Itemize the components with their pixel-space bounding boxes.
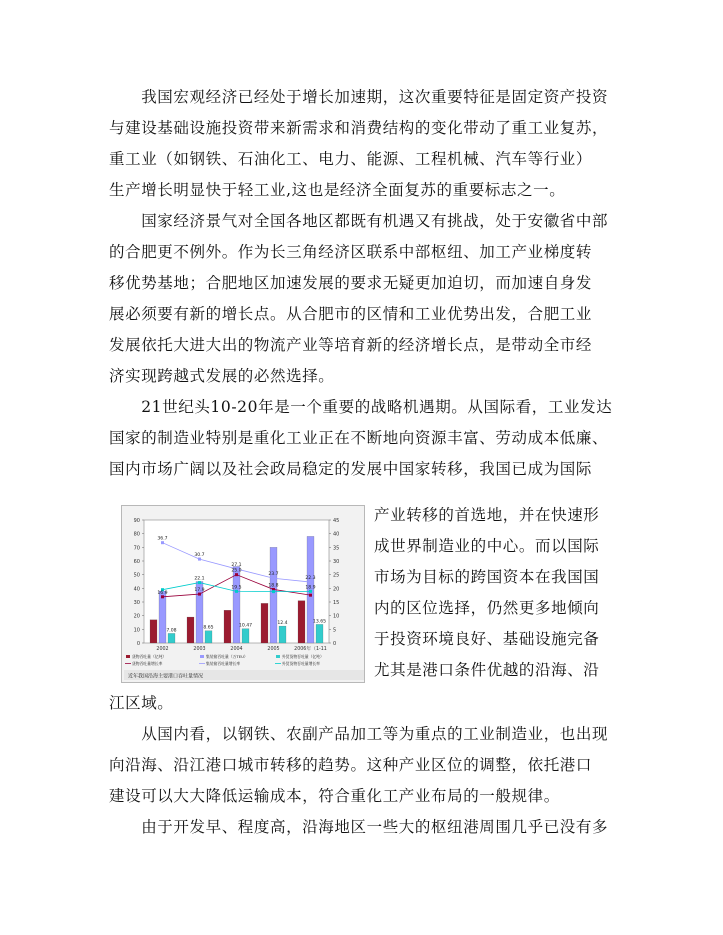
data-label: 36.7: [157, 536, 168, 542]
y-left-tick-label: 40: [133, 586, 140, 593]
legend-label: 货物吞吐量（亿吨）: [132, 654, 167, 659]
text-line: 产业转移的首选地，并在快速形: [374, 506, 600, 524]
figure-caption: 近年我国沿海主要港口吞吐量情况: [128, 673, 204, 680]
y-left-tick-label: 70: [133, 545, 140, 552]
y-left-tick-label: 90: [133, 518, 140, 524]
x-tick-label: 2005: [267, 647, 280, 652]
bar: [168, 633, 175, 643]
y-right-tick-label: 35: [333, 545, 340, 552]
y-right-tick-label: 5: [333, 627, 337, 634]
data-label: 10.47: [238, 623, 253, 629]
text-line: 成世界制造业的中心。而以国际: [374, 537, 600, 555]
x-tick-label: 2003: [193, 647, 206, 652]
text-line: 发展依托大进大出的物流产业等培育新的经济增长点，是带动全市经: [109, 336, 593, 354]
data-label: 22.1: [194, 576, 205, 582]
bar: [261, 603, 268, 643]
data-label: 13.65: [312, 619, 327, 625]
text-line: 内的区位选择，仍然更多地倾向: [374, 599, 600, 617]
text-line: 重工业（如钢铁、石油化工、电力、能源、工程机械、汽车等行业）: [109, 150, 593, 168]
data-label: 12.4: [277, 621, 288, 627]
text-line: 21世纪头10-20年是一个重要的战略机遇期。从国际看，工业发达: [109, 398, 613, 416]
y-right-tick-label: 20: [333, 586, 340, 593]
legend-label: 外贸货物吞吐量（亿吨）: [282, 654, 324, 659]
x-tick-label: 2002: [156, 647, 169, 652]
bar: [224, 610, 231, 643]
text-line: 从国内看，以钢铁、农副产品加工等为重点的工业制造业，也出现: [109, 725, 609, 743]
bar: [205, 631, 212, 643]
bar: [279, 626, 286, 643]
data-label: 30.7: [194, 553, 205, 559]
bar: [316, 624, 323, 643]
y-right-tick-label: 25: [333, 572, 340, 579]
text-line: 于投资环境良好、基础设施完备: [374, 630, 600, 648]
bar: [150, 620, 157, 643]
data-label: 19.5: [231, 585, 242, 591]
legend-label: 货物吞吐量增长率: [132, 661, 163, 666]
y-right-tick-label: 10: [333, 613, 340, 620]
text-line: 与建设基础设施投资带来新需求和消费结构的变化带动了重工业复苏，: [109, 119, 609, 137]
bar: [242, 629, 249, 643]
data-label: 8.65: [203, 625, 214, 631]
x-tick-label: 2006年（1-11: [294, 647, 327, 652]
bar: [159, 591, 166, 643]
line-point: [272, 590, 275, 593]
legend-swatch: [276, 655, 280, 658]
data-label: 22.3: [305, 576, 316, 582]
text-line: 尤其是港口条件优越的沿海、沿: [374, 661, 600, 679]
y-right-tick-label: 45: [333, 518, 340, 524]
text-line: 移优势基地；合肥地区加速发展的要求无疑更加迫切，而加速自身发: [109, 274, 593, 292]
data-label: 7.08: [166, 628, 177, 634]
text-line: 展必须要有新的增长点。从合肥市的区情和工业优势出发，合肥工业: [109, 305, 593, 323]
port-throughput-figure: [121, 505, 365, 683]
text-line: 建设可以大大降低运输成本，符合重化工产业布局的一般规律。: [109, 787, 560, 805]
y-left-tick-label: 80: [133, 531, 140, 538]
y-right-tick-label: 40: [333, 531, 340, 538]
y-right-tick-label: 0: [333, 641, 337, 647]
data-label: 27.1: [231, 562, 242, 568]
bar: [270, 547, 277, 643]
legend-swatch: [126, 655, 130, 658]
text-line: 向沿海、沿江港口城市转移的趋势。这种产业区位的调整，依托港口: [109, 756, 593, 774]
data-label: 17.9: [194, 588, 205, 594]
legend-swatch: [200, 655, 204, 658]
legend-label: 外贸货物吞吐量增长率: [282, 661, 320, 666]
y-right-tick-label: 30: [333, 559, 340, 565]
bar: [298, 601, 305, 643]
data-label: 18.8: [268, 583, 279, 589]
y-left-tick-label: 0: [136, 641, 140, 647]
data-label: 25.0: [231, 568, 242, 574]
data-label: 18.9: [305, 585, 316, 591]
y-left-tick-label: 30: [133, 600, 140, 606]
text-line: 国家经济景气对全国各地区都既有机遇又有挑战，处于安徽省中部: [109, 212, 609, 230]
text-line: 我国宏观经济已经处于增长加速期，这次重要特征是固定资产投资: [109, 88, 609, 106]
line-point: [309, 594, 312, 597]
text-line: 的合肥更不例外。作为长三角经济区联系中部枢纽、加工产业梯度转: [109, 243, 593, 261]
text-line: 市场为目标的跨国资本在我国国: [374, 568, 600, 586]
text-line: 国内市场广阔以及社会政局稳定的发展中国家转移，我国已成为国际: [109, 460, 593, 478]
y-left-tick-label: 20: [133, 613, 140, 620]
text-line: 济实现跨越式发展的必然选择。: [109, 367, 335, 385]
text-line: 国家的制造业特别是重化工业正在不断地向资源丰富、劳动成本低廉、: [109, 429, 609, 447]
text-line: 生产增长明显快于轻工业,这也是经济全面复苏的重要标志之一。: [109, 181, 566, 199]
data-label: 16.9: [157, 590, 168, 596]
x-tick-label: 2004: [230, 647, 243, 652]
legend-label: 集装箱吞吐量增长率: [206, 661, 241, 666]
legend-label: 集装箱吞吐量（万TEU）: [206, 654, 248, 659]
text-line: 江区域。: [109, 694, 174, 712]
data-label: 23.7: [268, 572, 279, 578]
bar: [187, 617, 194, 643]
y-left-tick-label: 50: [133, 572, 140, 579]
bar: [233, 566, 240, 643]
text-line: 由于开发早、程度高，沿海地区一些大的枢纽港周围几乎已没有多: [109, 818, 609, 836]
y-left-tick-label: 10: [133, 627, 140, 634]
y-right-tick-label: 15: [333, 600, 340, 606]
port-throughput-chart: [122, 506, 366, 684]
y-left-tick-label: 60: [133, 559, 140, 565]
